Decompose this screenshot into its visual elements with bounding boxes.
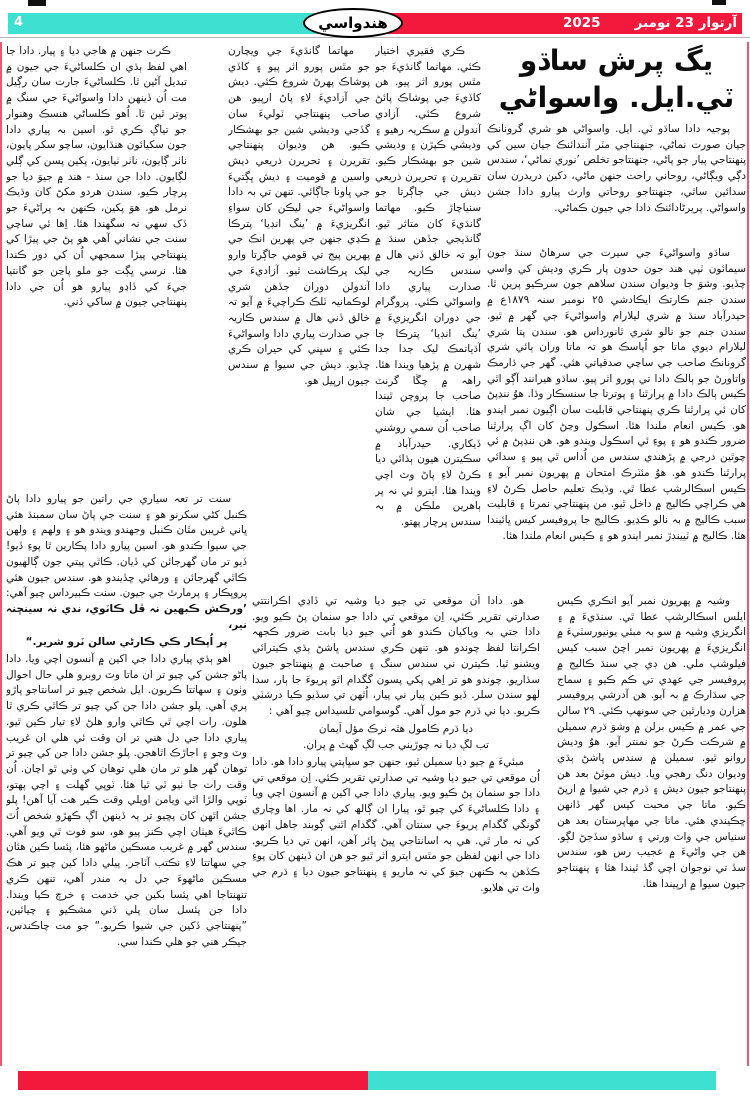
- body-paragraph: اهو ٻڌي پياري دادا جي اکين ۾ آنسون اچي ويا. دادا پاڻو جشن کي چيو تر ان ماتا وٽ روبرو هلي حال احوال وٺون ۽ سهاتتا ڪريون. ايل شخص چيو تر اسانتاجو پاڙو پري آهي. پلو جشن دادا جن کي چيو تر ڪاٿي ڪري ٿا هلون. رات اچي ٿي ڪاٿي وارو هلڻ لاءِ تيار ڪين ٿيو. پياري دادا جي دل هني تر ان وقت ئي هلي ان غريب وٽ وڃو ۽ اجاڙڪ اٿاهجن. پلو جشن دادا جن کي چيو تر توهان گهر هلو تر مان هلي توهان کي وٺي ٿو اچان. اُن وقت رات جا ٺيو ٽي ٿيا هئا. ٽوپي گهلت ۽ اچي پهتو، ٽوپي والڙا اٿي ويامن اويلي وقت ڪير هت آيا آهن! پلو جشن اٿهن کان پڇيو تر ٻہ ڏينهن اڳ ڪهڙو شخص اُٿ ڪاٿيءَ هيٺان اچي ڪنز پيو هو، سو فوت ٿي ويو آهي. سندس گهر ۾ غريب مسڪين ماڻهو هئا، پئسا ڪين هئان جي سهاتتا لاءِ نڪتب آٽاجر. پيلي دادا کين چيو تر هڪ مسڪين ماڻهوءَ جي دل بہ مندر آهي، تنهن ڪري تنهنتاجا اهي پئسا بکين جي خدمت ۽ خرچ ڪيا ويندا. دادا جن پئسل سان پلي ڏني مشڪيو ۽ چيائين، ”پنهنتاجي ڏکين جي شيوا ڪريو.“ جو مت چاڪندس، جيڪر هني جو هلي ڪندا سي.: [6, 653, 247, 948]
- body-paragraph: ڪري فقيري اختيار ڪئي. مهاتما گانڌيءَ جو مٿس پورو اثر پيو. هن کاڏيءَ جي پوشاڪ پائڻ شروع ڪئي. آزادي آندولن ۾ سڪريہ رهيو ۽ وديشي ڪپڙن ۽ وديشي شين جو بهشڪار ڪيو. تقريرن ۽ تحريرن ذريعي ديش جي جاڳرتا جو سنياچاڙ ڪيو. مهاتما گانڌيءَ کان متاثر ٿيو. گانڌيجي جڏهن سنڌ ۾ آيو تہ خالق ڏني هال ۾ سندس ڪاريہ جي صدارت پياري دادا واسواڻي ڪئي. پروگرام جي دوران انگريزيءَ ۾ ’ينگ انڊيا‘ پترڪا جا آڌياتمڪ ليک جدا جدا شهرن ۾ پڙهيا ويندا هئا. راهہ ۾ چڱا گرنٽ صاحب جا پروچن ٿيندا هئا. ايشيا جي شان صاحب اُن سمي روشني ڏيکاري. حيدرآباد ۾ سڪيترن هيون ٻڌائي ديا ڪرڻ لاءِ پاڻ وٽ اچي ويندا هئا. ايترو ئي نہ پر ٻاهرين ملڪن ۾ بہ سندس پرچار پهتو.: [375, 45, 481, 529]
- column-right-bottom: [557, 594, 746, 1066]
- footer-bar-teal: [368, 1071, 716, 1090]
- edition-date: آرتوار 23 نومبر: [634, 15, 737, 31]
- body-paragraph: مهاتما گانڌيءَ جي ويچارن جو مٿس پورو اثر پيو ۽ کاڏي پوشاڪ پهرڻ شروع ڪئي. ديش جي آزاديءَ لاءِ پاڻ ارپيو. هن صاحب پنهنتاجي ٽوليءَ سان گڏجي وديشي شين جو بهشڪار ڪيو. هن وديوان پنهنتاجي تقريرن ۽ تحريرن ذريعي ديش واسين ۾ قوميت ۽ ديش ڀڳتيءَ جي ڀاونا جاڳائي. تنهن تي بہ دادا واسواڻيءَ جي ليڪن کان سواءِ انگريزيءَ ۾ ’ينگ انڊيا‘ پترڪا ڪڍي جنهن جي پهرين انڪ جي پهرين پيج تي قومي جاڳرتا وارو ليک پرڪاشت ٿيو. آزاديءَ جي آندولن دوران جڏهن شري لوڪمانيہ ٽلڪ ڪراچيءَ ۾ آيو تہ خالق ڏني هال ۾ سندس ڪاريہ جي صدارت پياري دادا واسواڻيءَ ڪئي ۽ سڀني کي حيران ڪري ڇڏيو. ديش جي سيوا ۾ سندس جيون ارپيل هو.: [228, 45, 370, 387]
- column-left-top: [6, 44, 187, 492]
- body-paragraph: وشيہ ۾ پهريون نمبر آيو انڪري ڪيس ايلس اسڪالرشپ عطا ٿي. سنڌيءَ ۾ ۽ انگريزي وشيہ ۾ سو بہ مبئي يونيورسٽيءَ ۾ انگريزيءَ ۾ پهريون نمبر اچڻ سبب کيس فيلوشپ ملي. هن ڊي جي سنڌ ڪاليج ۾ پروفيسر جي عهدي تي ڪم ڪيو ۽ سماج جي سڌارڪ ۾ بہ آيو. هن آدرشي پروفيسر هزارن وديارٿين جي سونهپ ڪئي. ٢٩ سالن جي عمر ۾ ڪيس برلن ۾ وشوَ ڌرم سميلن ۾ شرڪت ڪرڻ جو نمنتر آيو. هوُ وديش روانو ٿيو. سميلن ۾ سندس ڀاشڻ ٻڌي وديوان دنگ رهجي ويا. ديش موٽڻ بعد هن پنهنتاجو جيون ديش ۽ ڌرم جي شيوا ۾ ارپڻ ڪيو. ماتا جي محبت کيس گهر ڏانهن ڇڪيندي هئي. ماتا جي مهاپرستان بعد هن سنياس جي واٽ ورتي ۽ ساڌو سڏجڻ لڳو. هن جي واڻيءَ ۾ عجيب رس هو، سندس سڏ تي نوجوان اچي گڏ ٿيندا هئا ۽ پنهنتاجو جيون سيوا ۾ ارپيندا هئا.: [557, 595, 746, 890]
- page-number: 4: [14, 15, 24, 30]
- footer-bar-red: [18, 1071, 368, 1090]
- column-middle-bottom: [252, 594, 540, 1066]
- kabir-quote-part1: ’ورڪش ڪبهين نہ ڦل ڪاٽوي، ندي نہ سينڇنہ نير،: [6, 602, 247, 631]
- quote-lead: سنت تر تعہ سياري جي راتين جو پيارو دادا پاڻ ڪنبل کڻي سکرنو هو ۽ سنت جي پاڻ سان سمبنڌ هئي ڀاني غريبن مٿان ڪنبل وجهندو ويندو هو ۽ ولهم ۽ ولهن جي سيوا ڪندو هو. اسين پيارو دادا پڪارين ٿا پوءِ ڏيو! ڏيو تر مان گهرجائن کي ڏيان. ڪاٿي پيتي جون ڳالهيون ڪاٿي گهرجائن ۽ ورهائي ڇڏيندو هو. سندس جيون هئي پروپڪار ۽ پرمارٿ جي جيون. سنت ڪبيرداس چيو آهي:: [6, 493, 247, 600]
- column-left-bottom: [6, 492, 247, 1066]
- column-three: [375, 44, 481, 592]
- print-tick-left: [28, 0, 46, 6]
- edition-year: 2025: [563, 15, 601, 31]
- quote-lead-paragraph: [6, 492, 247, 633]
- column-two: [228, 44, 370, 592]
- right-edge-line: [747, 42, 749, 1066]
- headline-line1: يگ پرش ساڌو: [519, 44, 714, 77]
- body-paragraph: ساڌو واسواڻيءَ جي سيرت جي سرهاڻ سنڌ جون سيمائون ٽپي هند جون حدون پار ڪري وديش کي واسي چڏيو. وشوَ جا وديوان سندن سلاهم جون سرڪيو پرين ٿا. سندن جنم ڪارتڪ ايڪادشي ٢٥ نومبر سنہ ١٨٧٩ع ۾ حيدرآباد سنڌ ۾ شري ليلارام واسواڻيءَ جي گهر ۾ ٿيو. سندن جنم جو نالو شري ٿانورداس هو. سندن پتا شري ليلارام ديوي ماتا جو اُپاسڪ هو تہ ماتا وران ٻائي شري گرونانڪ صاحب جي ساچي صدقياتي هئي. گهر جي ڌارمڪ واتاورڻ جو ٻالڪ دادا تي پورو اثر پيو. ساڌو هيرانند آڳو اٿي ڪيس ٻالڪ دادا ۾ پرارٿنا ۽ پوترتا جا سنسڪار وڌا. هوُ ننڍپڻ کان ئي پرارٿنا ڪري پنهنتاجي قابليت سان اڳيون نمبر ايندو هو. ڪيس انعام ملندا هئا. اسڪول وڃڻ کان اڳ پرارٿنا ضرور ڪندو هو ۽ پوءِ ئي اسڪول ويندو هو. هن ننڍپڻ ۾ ئي چوٿين درجي ۾ پڙهندي سندس من اُداس ٿي پيو ۽ سدائي پرارٿنا ڪندو هو. هوُ مئٽرڪ امتحان ۾ پهريون نمبر آيو ۽ ڪيس اسڪالرشپ عطا ٿي. وڌيڪ تعليم حاصل ڪرڻ لاءِ هي ڪراچي ڪاليج ۾ داخل ٿيو. من پنهنتاجي نمرتا ۽ قابليت سبب ڪاليج ۾ بہ نالو ڪڍيو. ڪاليج جا پروفيسر کيس ڀائيندا هئا. ڪاليج ۾ ٽيينڊڙ نمبر ايندو هو ۽ ڪيس انعام ملندا هئا.: [487, 247, 746, 542]
- article-headline: [487, 42, 746, 120]
- print-tick-right: [712, 0, 726, 5]
- body-paragraph: مبئيءَ ۾ جيو ديا سميلن ٿيو، جنهن جو سڀاپتي پيارو دادا هو. دادا اُن موقعي تي جيو ديا وشيہ تي صدارتي تقرير ڪئي. اِن موقعي تي دادا جو سنمان پڻ ڪيو ويو. پياري دادا جي اکين ۾ آنسون اچي ويا ۽ دادا ڪلساڻيءَ کي چيو ٿو، پيارا ان ڳالھ کي نہ مار. اها وچاري گونگي گگدام پريوءَ جي سنتان آهي. گگدام اٿني ڳوبند جاهل انهن کي نہ مار ٿي. هي بہ اسانتاجي ڀيڻ ڀائر آهن، انهن تي ديا ڪريو. دادا جي انهن لفظن جو مٿس ايترو اثر ٿيو جو هن ان ڏينهن کان پوءِ ڪڏهن بہ ڪنهن جيوَ کي نہ ماريو ۽ پنهنتاجو جيون ديا ۽ ڌرم جي واٽ تي هلايو.: [252, 756, 540, 894]
- headline-line2: ٽي.ايل. واسواڻي: [498, 81, 735, 114]
- kabir-quote-part2: پر اُپڪار ڪي ڪارڻي سالن ٽرو شرير.“: [25, 636, 228, 649]
- left-edge-line: [0, 42, 2, 1066]
- masthead-logo: هندواسي: [303, 8, 403, 38]
- tulsidas-couplet-line2: تب لڳ ديا نہ چوڙيني جب لڳ گهٽ ۾ پران.: [303, 739, 489, 752]
- column-right-intro: [487, 122, 746, 244]
- column-right-main: [487, 246, 746, 594]
- tulsidas-couplet-line1: ديا ڌرم ڪامول هٿہ نرڪ مؤل اَيمان: [318, 722, 474, 735]
- header-rule: [0, 37, 750, 38]
- intro-paragraph: پوجيہ دادا ساڌو ٽي. ايل. واسواڻي هو شري گرونانڪ جيان صورت نماڻي، جنهنتاجي مٽر آنندائنڪ جيان سين کي پنهنتاجي پيار جو پاڻي، جنهنتاجو تخلص ’نوري نماڻي‘، سندس دڳي ويڳاڻي، روحاني راحت جنهن ماڻي، دکين دريدرن سان سدائين ساٿي، جنهنتاجو روحاتي وارث پيارو دادا جشن واسواڻي. پريرڻادائنڪ دادا جي جيون ڪماڻي.: [487, 123, 746, 214]
- body-paragraph: ڪرت جنهن ۾ هاجي ديا ۽ پيار. دادا جا اهي لفظ ٻڌي ان ڪلساڻيءَ جي جيون ۾ تبديل آڻين ٿا. ڪلساڻيءَ جارت سان رڳيل مت اُن ڏينهن دادا واسواڻيءَ جي سنگ ۾ پوتر ٿين ٿا. اُهو ڪلساڻي هنسڪ وهنوار جو تياڳ ڪري ٿو. اسين بہ پياري دادا جون سکيائون هنڌايون، ساچو سکر پايون، ناٺر ڳايون، ناٺر ٺيايون، پکين پسن کي ڳلي لڳايون. دادا جن سنڌ - هند ۾ جيوَ ديا جو پرچار ڪيو. سندن هردو مکڻ کان وڌيڪ نرمل هو. هوَ پکين، ڪنهن بہ پراڻيءَ جو ڏک سهي نہ سگهندا هئا. اِها ئي ساچي سنت جي نشاني آهي هو پڻ جي پيڙا کي پنهنتاجي پيڙا سمجهي اُن کي دور ڪندا هئا. نرسي ڀڳت جو ملو پاڃن جو گانتيا جيءَ کي ڏاڍو پيارو هو اُن جي دادا پنهنتاجي جيون ۾ ساکي ڏني.: [6, 45, 187, 309]
- body-paragraph: هو. دادا اُن موقعي تي جيو ديا وشيہ تي ڏاڍي اڪرانتتي صدارتي تقرير ڪئي، اِن موقعي تي دادا جو سنمان پڻ ڪيو ويو. دادا جتي بہ وياکيان ڪندو هو اُتي جيو ديا بابت ضرور ڪجهہ اڪرانتا لفظ چوندو هو. تنهن ڪري سندس ڀاشڻ ٻڌي ڪيترائي ويشنو ٿيا. ڪيترن ني سندس سنگ ۽ صاحبت ۾ پنهنتاجو جيون سڌاريو. چوندو هو تر اِهي پکي پسون گگدام اٿو پريوءَ جا ٻار، سدا لهو سندن سلر. ڏيو ڪين پيار ني پيار، اُٿهن تي سڏيو ڪيا درشٽي ڪريو. ديا ني ڌرم جو مول آهي. گوسوامي تلسيداس چيو آهي :: [252, 595, 540, 717]
